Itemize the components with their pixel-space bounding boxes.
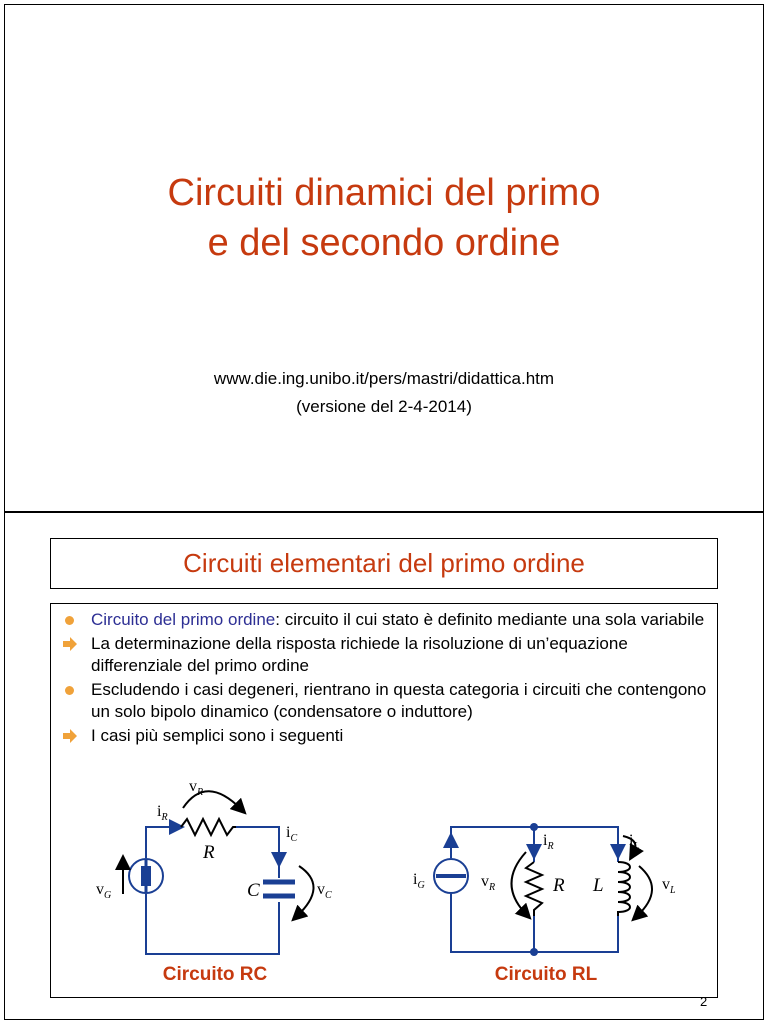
voltage-source-icon: [129, 859, 163, 893]
bullet-text: Escludendo i casi degeneri, rientrano in questa categoria i circuiti che contengono un solo bipolo dinamico (condensatore o induttore): [91, 680, 707, 721]
rl-L-label: L: [593, 875, 604, 896]
rc-C-label: C: [247, 880, 260, 901]
rc-vC-label: $v_C$: [317, 881, 332, 901]
slide-2-title: Circuiti elementari del primo ordine: [50, 538, 718, 589]
title-line-1: Circuiti dinamici del primo: [167, 172, 601, 214]
bullet-text: I casi più semplici sono i seguenti: [91, 726, 344, 745]
rc-caption: Circuito RC: [162, 964, 268, 985]
resistor-icon: [526, 862, 542, 916]
rl-vL-label: $v_L$: [662, 876, 676, 896]
rc-iR-label: $i_R$: [157, 803, 168, 823]
bullet-text: La determinazione della risposta richiede la risoluzione di un’equazione differenziale del primo ordine: [91, 634, 628, 675]
version-note: (versione del 2-4-2014): [296, 397, 472, 416]
rl-R-label: R: [553, 875, 565, 896]
rc-iC-label: $i_C$: [286, 824, 298, 844]
circuit-diagrams: [51, 604, 719, 999]
slide-2-content: [50, 603, 718, 998]
rl-iR-label: $i_R$: [543, 832, 554, 852]
rl-circuit: [413, 823, 676, 985]
rl-vR-label: $v_R$: [481, 873, 496, 893]
page-number: 2: [700, 994, 708, 1009]
inductor-icon: [618, 862, 630, 916]
rl-iL-label: $i_L$: [629, 832, 640, 852]
capacitor-icon: [263, 882, 295, 896]
rc-vG-label: $v_G$: [96, 881, 112, 901]
current-source-icon: [434, 859, 468, 893]
rc-vR-label: $v_R$: [189, 778, 204, 798]
slide-1-title: [5, 168, 763, 268]
rc-R-label: R: [203, 842, 215, 863]
bullet-text: : circuito il cui stato è definito mediante una sola variabile: [275, 610, 705, 629]
title-line-2: e del secondo ordine: [207, 222, 561, 264]
rl-caption: Circuito RL: [494, 964, 598, 985]
slide-2: [4, 512, 764, 1020]
bullet-highlight: Circuito del primo ordine: [91, 610, 276, 629]
slide-1: [4, 4, 764, 512]
rl-iG-label: $i_G$: [413, 871, 425, 891]
resistor-icon: [181, 819, 236, 835]
rc-circuit: [96, 778, 332, 985]
course-url: www.die.ing.unibo.it/pers/mastri/didattica.htm: [213, 369, 555, 388]
